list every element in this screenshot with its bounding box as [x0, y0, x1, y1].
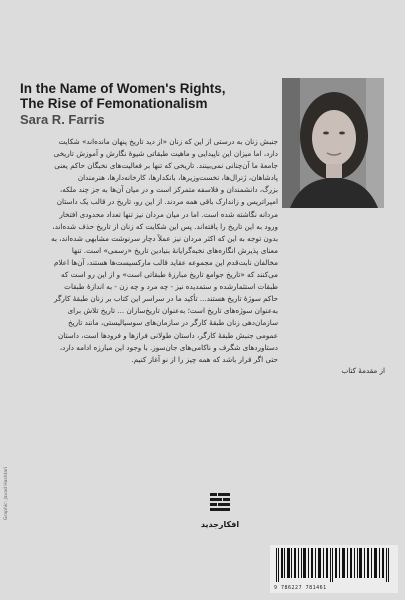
publisher-logo — [190, 490, 250, 529]
excerpt-line: سازمان‌دهی زنان طبقهٔ کارگر در سازمان‌های سوسیالیستی، مانند تاریخ — [68, 318, 278, 328]
excerpt-line: جامعهٔ ما آن‌چنانی نمی‌بینند. تاریخی که تنها بر فعالیت‌های نخبگان حاکم یعنی — [54, 161, 278, 171]
excerpt-line: می‌کنند که «تاریخ جوامع تاریخ مبارزهٔ طبقاتی است» و از این رو است که — [61, 270, 278, 280]
excerpt-line: حاکم سوژهٔ تاریخ هستند... تأکید ما در سراسر این کتاب بر زنان طبقهٔ کارگر — [54, 294, 278, 304]
excerpt-line: جنبش زنان به درستی از این که زنان «از دید تاریخ پنهان مانده‌اند» شکایت — [58, 137, 278, 146]
excerpt-line: امپراتریس و زاندارک باقی همه مردند. از این رو، تاریخ در قالب یک داستان — [56, 197, 278, 207]
author-photo — [282, 78, 384, 208]
excerpt-line: مردانه نگاشته شده است. اما در میان مردان نیز تنها تعداد محدودی افتخار — [59, 209, 278, 219]
excerpt-line: عمومی جنبش طبقهٔ کارگر، داستان طولانی فرازها و فرودها است، داستان — [58, 330, 278, 340]
excerpt-line: حتی اگر قرار باشد که همه چیز را از نو آغاز کنیم. — [131, 354, 278, 364]
excerpt-line: بزرگ، دانشمندان و فلاسفه متمرکز است و در میان آن‌ها به جز چند ملکه، — [59, 185, 278, 195]
excerpt-line: معنای پذیرش انگاره‌های نخبه‌گرایانهٔ بنیادین تاریخ «رسمی» است. تنها — [71, 245, 278, 255]
back-cover-excerpt — [18, 136, 278, 366]
excerpt-line: ورود به این تاریخ را یافته‌اند. پس این شکایت که زنان از تاریخ حذف شده‌اند، — [52, 221, 278, 231]
author-name: Sara R. Farris — [20, 112, 105, 127]
isbn-barcode — [270, 545, 398, 593]
excerpt-line: مخالفان نابت‌قدم این مجموعه عقاید قالب مارکسیست‌ها هستند، آن‌ها اعلام — [53, 257, 278, 267]
excerpt-line: پادشاهان، ژنرال‌ها، نخست‌وزیرها، بانکدارها، کارخانه‌دارها، هنرمندان — [77, 173, 278, 183]
excerpt-line: به‌عنوان سوژه‌های تاریخ است؛ به‌عنوان تاریخ‌سازان ... تاریخ تلاش برای — [67, 306, 278, 316]
design-credit: Graphic: Javad Hashtari — [4, 466, 9, 520]
excerpt-line: دستاوردهای شگرف و ناکامی‌های جان‌سوز. با وجود این مبارزه ادامه دارد، — [59, 342, 278, 352]
publisher-name: افکارجدید — [200, 520, 240, 529]
book-title-line-2: The Rise of Femonationalism — [20, 96, 208, 111]
isbn-digits: 9 786227 781461 — [274, 585, 327, 591]
barcode-icon — [270, 545, 398, 585]
excerpt-source: از مقدمهٔ کتاب — [341, 366, 385, 375]
excerpt-line: بدون توجه به این که اکثر مردان نیز عملاً دچار سرنوشت مشابهی شده‌اند، به — [51, 233, 278, 243]
author-portrait-image — [282, 78, 384, 208]
book-title-line-1: In the Name of Women's Rights, — [20, 81, 226, 96]
excerpt-line: دارد، اما میزان این ناپیدایی و ماهیت طبقاتی شیوهٔ نگارش و آموزش تاریخی — [53, 149, 278, 159]
excerpt-line: طبقات استثمارشده و ستمدیده نیز - چه مرد و چه زن - به اندازهٔ طبقات — [64, 282, 278, 292]
publisher-logo-icon — [208, 490, 232, 514]
